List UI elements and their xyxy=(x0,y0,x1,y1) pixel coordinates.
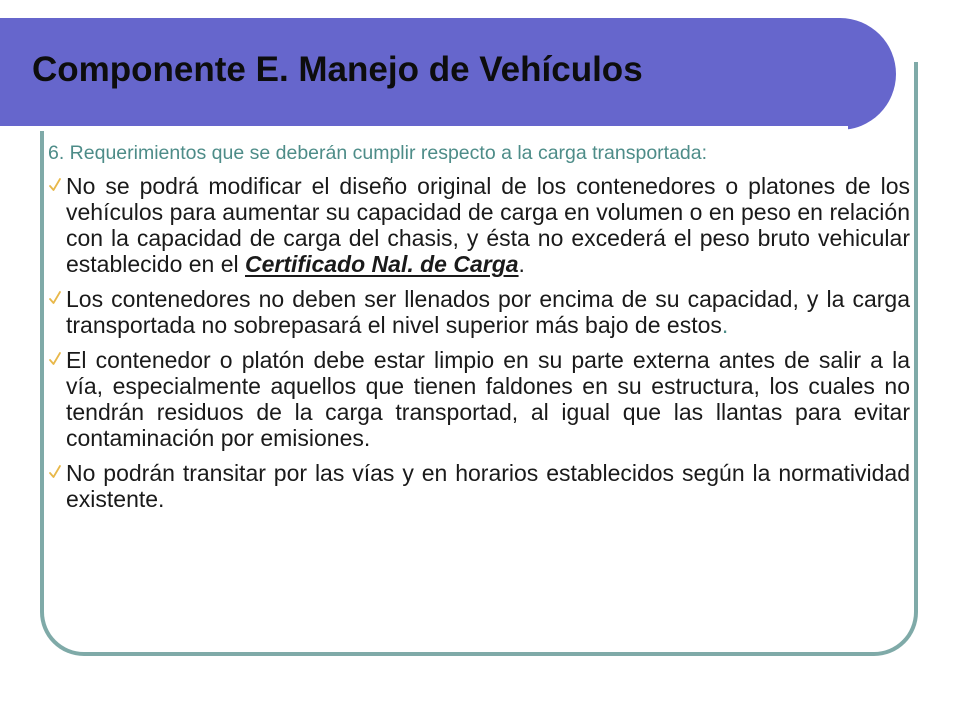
body-area xyxy=(48,144,910,521)
bullet-end: . xyxy=(721,312,729,338)
bullet-text: No podrán transitar por las vías y en horarios establecidos según la normatividad existente. xyxy=(66,460,910,512)
certificate-link[interactable]: Certificado Nal. de Carga xyxy=(245,251,519,277)
bullet-item-3 xyxy=(48,347,910,451)
bullet-item-2 xyxy=(48,286,910,338)
bullet-end: . xyxy=(518,251,525,277)
check-icon xyxy=(48,290,62,306)
check-icon xyxy=(48,464,62,480)
bullet-list xyxy=(48,173,910,512)
page-title: Componente E. Manejo de Vehículos xyxy=(32,50,643,89)
check-icon xyxy=(48,177,62,193)
check-icon xyxy=(48,351,62,367)
bullet-text: Los contenedores no deben ser llenados por encima de su capacidad, y la carga transportada no sobrepasará el nivel superior más bajo de estos xyxy=(66,286,910,338)
intro-text: 6. Requerimientos que se deberán cumplir respecto a la carga transportada: xyxy=(48,142,708,164)
bullet-text: El contenedor o platón debe estar limpio en su parte externa antes de salir a la vía, especialmente aquellos que tienen faldones en su estructura, los cuales no tendrán residuos de la carga transportad, al igual que las llantas para evitar contaminación por emisiones. xyxy=(66,347,910,451)
bullet-item-4 xyxy=(48,460,910,512)
bullet-text: No se podrá modificar el diseño original de los contenedores o platones de los vehículos para aumentar su capacidad de carga en volumen o en peso en relación con la capacidad de carga del chasis, y ésta no excederá el peso bruto vehicular establecido en el xyxy=(66,173,910,277)
bullet-item-1 xyxy=(48,173,910,277)
title-underline xyxy=(0,126,848,131)
